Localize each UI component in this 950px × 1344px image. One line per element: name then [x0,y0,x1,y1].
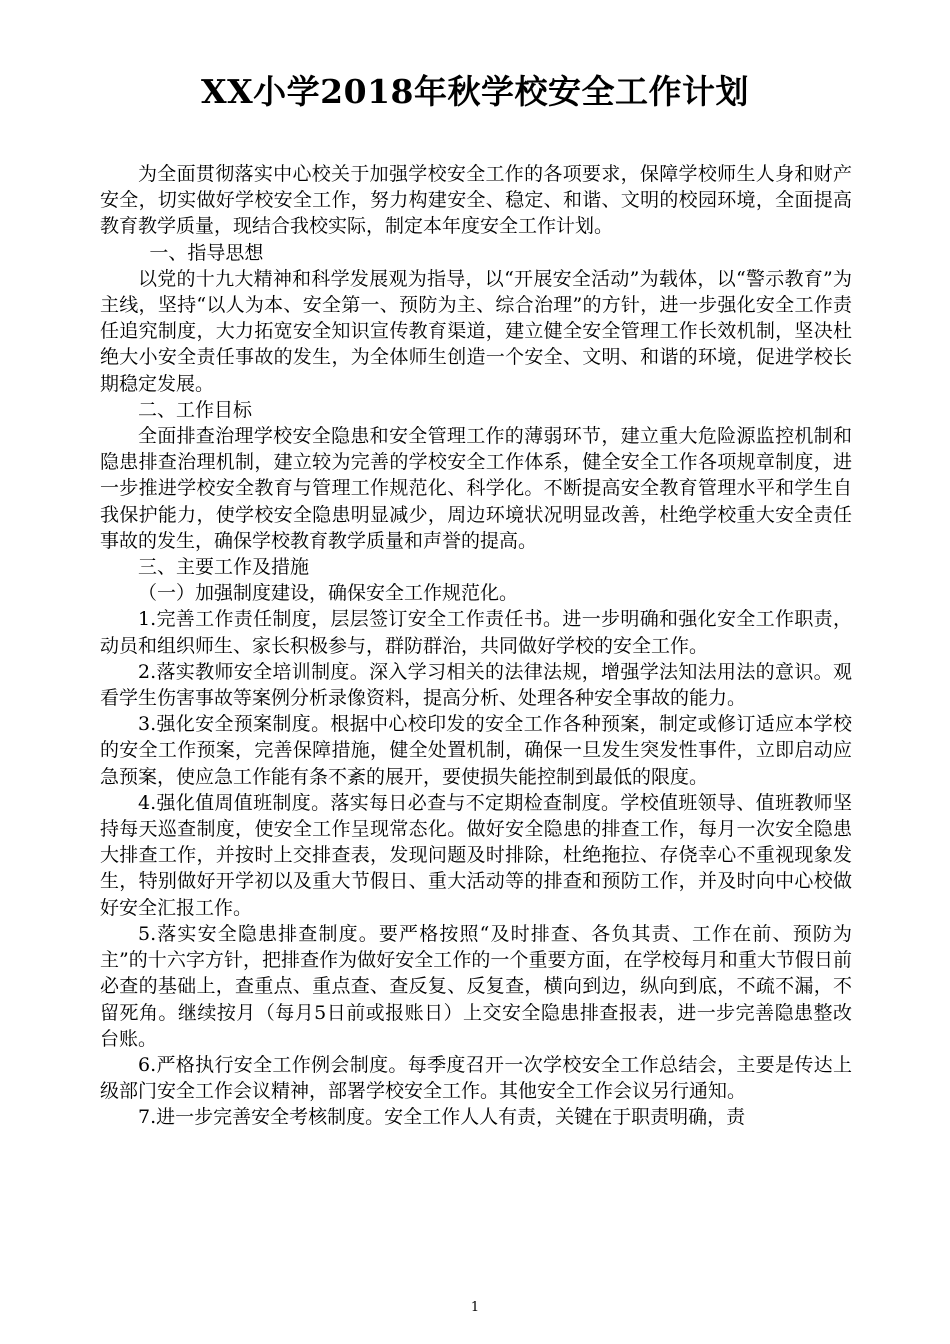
heading-guiding-ideology: 一、指导思想 [149,241,264,264]
list-item-4: 4.强化值周值班制度。落实每日必查与不定期检查制度。学校值班领导、值班教师坚持每天巡查制度，使安全工作呈现常态化。做好安全隐患的排查工作，每月一次安全隐患大排查工作，并按时上交排查表，发现问题及时排除，杜绝拖拉、存侥幸心不重视现象发生，特别做好开学初以及重大节假日、重大活动等的排查和预防工作，并及时向中心校做好安全汇报工作。 [100,791,852,919]
document-title: XX小学2018年秋学校安全工作计划 [200,72,750,111]
subheading-system-building: （一）加强制度建设，确保安全工作规范化。 [138,582,519,605]
page-number: 1 [470,1300,480,1315]
paragraph-work-goals: 全面排查治理学校安全隐患和安全管理工作的薄弱环节，建立重大危险源监控机制和隐患排查治理机制，建立较为完善的学校安全工作体系，健全安全工作各项规章制度，进一步推进学校安全教育与管理工作规范化、科学化。不断提高安全教育管理水平和学生自我保护能力，使学校安全隐患明显减少，周边环境状况明显改善，杜绝学校重大安全责任事故的发生，确保学校教育教学质量和声誉的提高。 [100,425,852,552]
list-item-3: 3.强化安全预案制度。根据中心校印发的安全工作各种预案，制定或修订适应本学校的安全工作预案，完善保障措施，健全处置机制，确保一旦发生突发性事件，立即启动应急预案，使应急工作能有条不紊的展开，要使损失能控制到最低的限度。 [100,713,852,788]
list-item-5: 5.落实安全隐患排查制度。要严格按照“及时排查、各负其责、工作在前、预防为主”的十六字方针，把排查作为做好安全工作的一个重要方面，在学校每月和重大节假日前必查的基础上，查重点、重点查、查反复、反复查，横向到边，纵向到底，不疏不漏，不留死角。继续按月（每月5日前或报账日）上交安全隐患排查报表，进一步完善隐患整改台账。 [100,922,852,1050]
paragraph-intro: 为全面贯彻落实中心校关于加强学校安全工作的各项要求，保障学校师生人身和财产安全，切实做好学校安全工作，努力构建安全、稳定、和谐、文明的校园环境，全面提高教育教学质量，现结合我校实际，制定本年度安全工作计划。 [100,163,852,238]
paragraph-guiding-ideology: 以党的十九大精神和科学发展观为指导，以“开展安全活动”为载体，以“警示教育”为主线，坚持“以人为本、安全第一、预防为主、综合治理”的方针，进一步强化安全工作责任追究制度，大力拓宽安全知识宣传教育渠道，建立健全安全管理工作长效机制，坚决杜绝大小安全责任事故的发生，为全体师生创造一个安全、文明、和谐的环境，促进学校长期稳定发展。 [100,267,852,395]
list-item-1: 1.完善工作责任制度，层层签订安全工作责任书。进一步明确和强化安全工作职责，动员和组织师生、家长积极参与，群防群治，共同做好学校的安全工作。 [100,608,852,657]
list-item-6: 6.严格执行安全工作例会制度。每季度召开一次学校安全工作总结会，主要是传达上级部门安全工作会议精神，部署学校安全工作。其他安全工作会议另行通知。 [100,1053,852,1103]
list-item-2: 2.落实教师安全培训制度。深入学习相关的法律法规，增强学法知法用法的意识。观看学生伤害事故等案例分析录像资料，提高分析、处理各种安全事故的能力。 [100,660,852,710]
list-item-7: 7.进一步完善安全考核制度。安全工作人人有责，关键在于职责明确，责 [138,1106,746,1129]
document-body [100,161,852,1131]
heading-work-goals: 二、工作目标 [138,398,253,421]
heading-main-work: 三、主要工作及措施 [138,556,310,579]
